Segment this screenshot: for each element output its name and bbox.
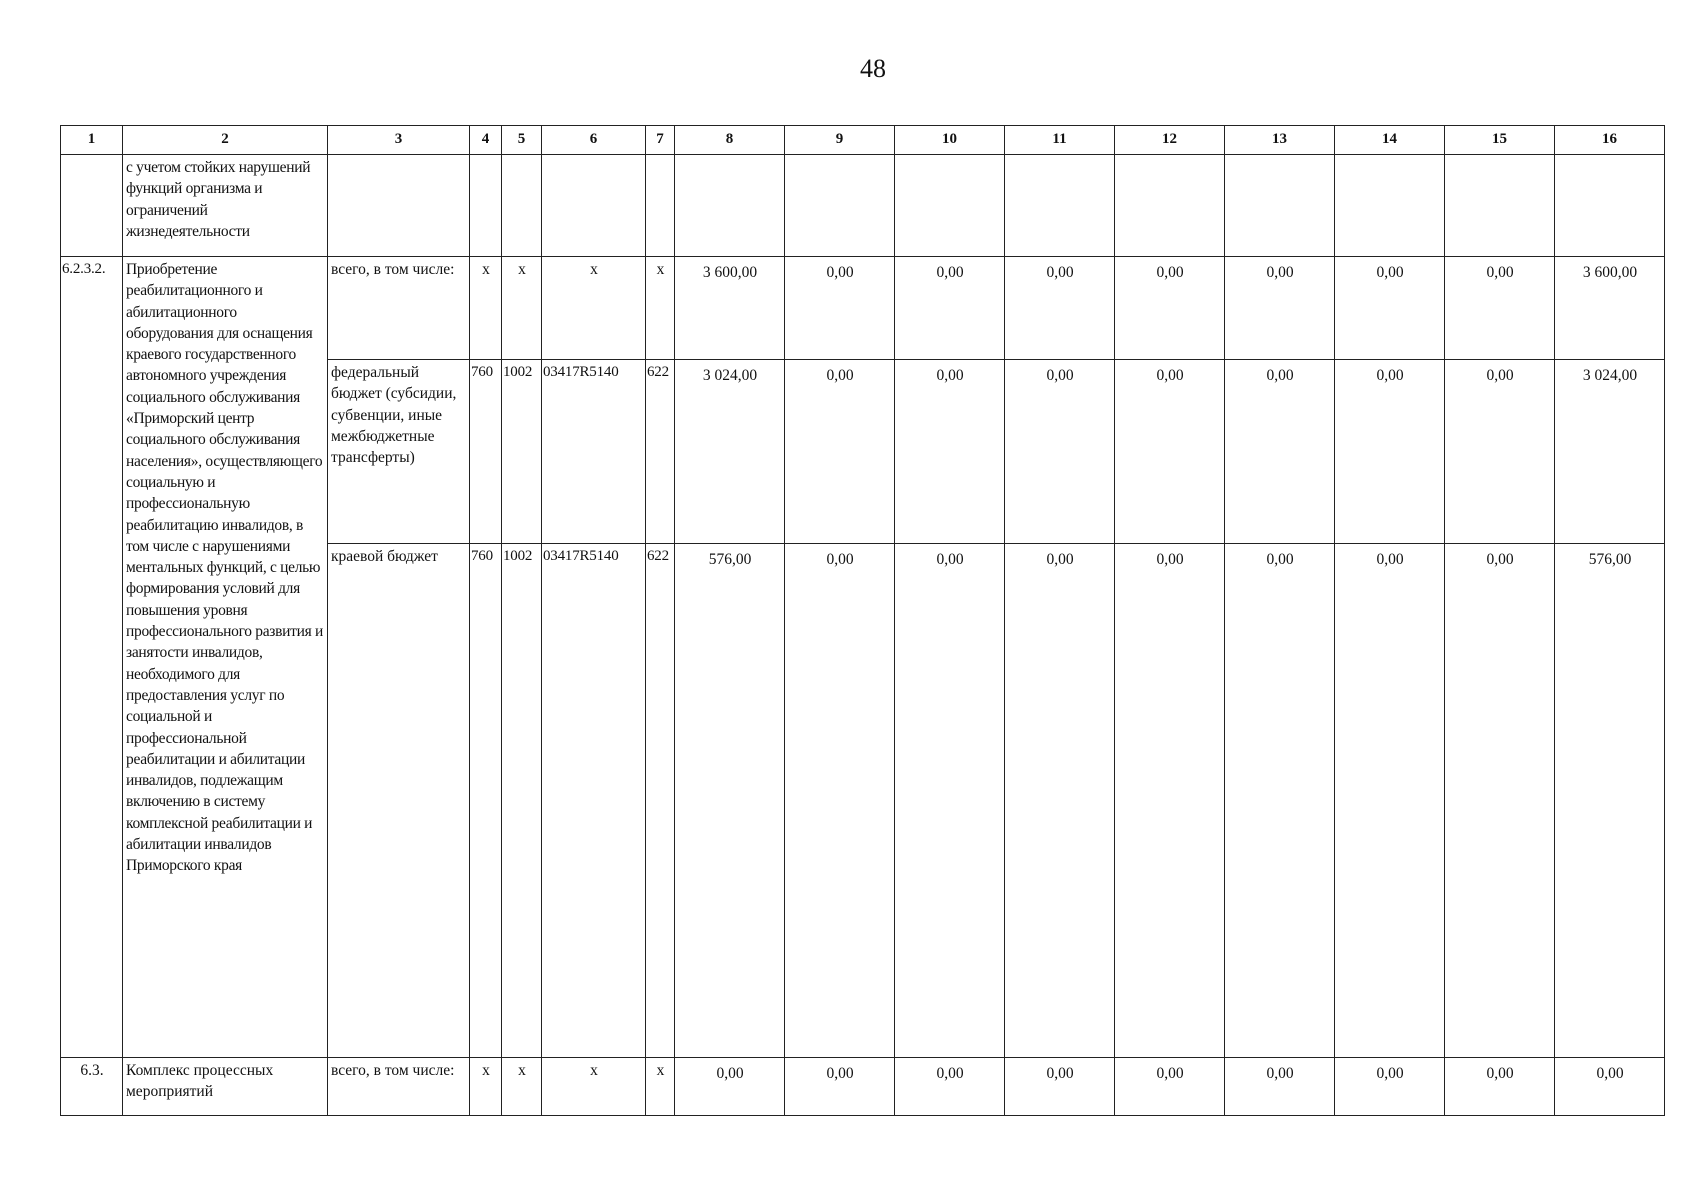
cell-empty <box>328 155 470 257</box>
cell-empty <box>542 155 646 257</box>
cell-c14: 0,00 <box>1335 257 1445 360</box>
cell-c11: 0,00 <box>1005 360 1115 544</box>
table-row <box>61 1058 1665 1116</box>
cell-c5: х <box>502 257 542 360</box>
cell-empty <box>1225 155 1335 257</box>
cell-c4: х <box>470 1058 502 1116</box>
header-cell-13: 13 <box>1225 126 1335 155</box>
cell-c7: 622 <box>646 360 675 544</box>
header-cell-16: 16 <box>1555 126 1665 155</box>
funding-source: краевой бюджет <box>328 544 470 1058</box>
cell-empty <box>895 155 1005 257</box>
header-cell-10: 10 <box>895 126 1005 155</box>
cell-c5: х <box>502 1058 542 1116</box>
item-name: Приобретение реабилитационного и абилитационного оборудования для оснащения краевого государственного автономного учреждения социального обслуживания «Приморский центр социального обслуживания населения», осуществляющего социальную и профессиональную реабилитацию инвалидов, в том числе с нарушениями ментальных функций, с целью формирования условий для повышения уровня профессионального развития и занятости инвалидов, необходимого для предоставления услуг по социальной и профессиональной реабилитации и абилитации инвалидов, подлежащим включению в систему комплексной реабилитации и абилитации инвалидов Приморского края <box>123 257 328 1058</box>
cell-c5: 1002 <box>502 544 542 1058</box>
cell-empty <box>470 155 502 257</box>
cell-c7: 622 <box>646 544 675 1058</box>
cell-empty <box>1335 155 1445 257</box>
cell-c10: 0,00 <box>895 544 1005 1058</box>
cell-c10: 0,00 <box>895 257 1005 360</box>
cell-c10: 0,00 <box>895 1058 1005 1116</box>
continuation-row <box>61 155 1665 257</box>
cell-c5: 1002 <box>502 360 542 544</box>
cell-c9: 0,00 <box>785 1058 895 1116</box>
cell-c12: 0,00 <box>1115 360 1225 544</box>
funding-source: федеральный бюджет (субсидии, субвенции, иные межбюджетные трансферты) <box>328 360 470 544</box>
header-row <box>61 126 1665 155</box>
item-number: 6.2.3.2. <box>61 257 123 1058</box>
cell-c7: х <box>646 1058 675 1116</box>
cell-empty <box>502 155 542 257</box>
item-number: 6.3. <box>61 1058 123 1116</box>
cell-c14: 0,00 <box>1335 544 1445 1058</box>
cell-c11: 0,00 <box>1005 257 1115 360</box>
cell-empty <box>1005 155 1115 257</box>
continuation-name: с учетом стойких нарушений функций организма и ограничений жизнедеятельности <box>123 155 328 257</box>
cell-c8: 3 600,00 <box>675 257 785 360</box>
header-cell-3: 3 <box>328 126 470 155</box>
cell-c13: 0,00 <box>1225 360 1335 544</box>
cell-c4: 760 <box>470 360 502 544</box>
funding-source: всего, в том числе: <box>328 1058 470 1116</box>
cell-c9: 0,00 <box>785 544 895 1058</box>
header-cell-8: 8 <box>675 126 785 155</box>
cell-c12: 0,00 <box>1115 1058 1225 1116</box>
cell-empty <box>1445 155 1555 257</box>
cell-c9: 0,00 <box>785 360 895 544</box>
cell-c15: 0,00 <box>1445 257 1555 360</box>
cell-c15: 0,00 <box>1445 360 1555 544</box>
cell-c7: х <box>646 257 675 360</box>
cell-c11: 0,00 <box>1005 544 1115 1058</box>
cell-empty <box>675 155 785 257</box>
cell-empty <box>1555 155 1665 257</box>
cell-c10: 0,00 <box>895 360 1005 544</box>
cell-c14: 0,00 <box>1335 360 1445 544</box>
cell-empty <box>61 155 123 257</box>
header-cell-5: 5 <box>502 126 542 155</box>
cell-c14: 0,00 <box>1335 1058 1445 1116</box>
header-cell-6: 6 <box>542 126 646 155</box>
cell-c6: 03417R5140 <box>542 544 646 1058</box>
cell-c16: 3 600,00 <box>1555 257 1665 360</box>
header-cell-15: 15 <box>1445 126 1555 155</box>
cell-c12: 0,00 <box>1115 257 1225 360</box>
cell-c9: 0,00 <box>785 257 895 360</box>
cell-c8: 3 024,00 <box>675 360 785 544</box>
cell-c8: 576,00 <box>675 544 785 1058</box>
cell-c16: 3 024,00 <box>1555 360 1665 544</box>
header-cell-1: 1 <box>61 126 123 155</box>
header-cell-9: 9 <box>785 126 895 155</box>
header-cell-14: 14 <box>1335 126 1445 155</box>
cell-c15: 0,00 <box>1445 1058 1555 1116</box>
cell-empty <box>1115 155 1225 257</box>
funding-source: всего, в том числе: <box>328 257 470 360</box>
header-cell-7: 7 <box>646 126 675 155</box>
cell-c13: 0,00 <box>1225 1058 1335 1116</box>
header-cell-12: 12 <box>1115 126 1225 155</box>
cell-empty <box>785 155 895 257</box>
cell-c4: 760 <box>470 544 502 1058</box>
cell-c16: 0,00 <box>1555 1058 1665 1116</box>
header-cell-4: 4 <box>470 126 502 155</box>
cell-c13: 0,00 <box>1225 257 1335 360</box>
header-cell-11: 11 <box>1005 126 1115 155</box>
cell-c4: х <box>470 257 502 360</box>
table-row <box>61 257 1665 360</box>
item-name: Комплекс процессных мероприятий <box>123 1058 328 1116</box>
cell-empty <box>646 155 675 257</box>
cell-c6: 03417R5140 <box>542 360 646 544</box>
cell-c6: х <box>542 1058 646 1116</box>
budget-table <box>60 125 1665 1116</box>
cell-c12: 0,00 <box>1115 544 1225 1058</box>
cell-c15: 0,00 <box>1445 544 1555 1058</box>
cell-c6: х <box>542 257 646 360</box>
cell-c16: 576,00 <box>1555 544 1665 1058</box>
header-cell-2: 2 <box>123 126 328 155</box>
cell-c8: 0,00 <box>675 1058 785 1116</box>
cell-c13: 0,00 <box>1225 544 1335 1058</box>
page-number: 48 <box>860 54 886 83</box>
cell-c11: 0,00 <box>1005 1058 1115 1116</box>
